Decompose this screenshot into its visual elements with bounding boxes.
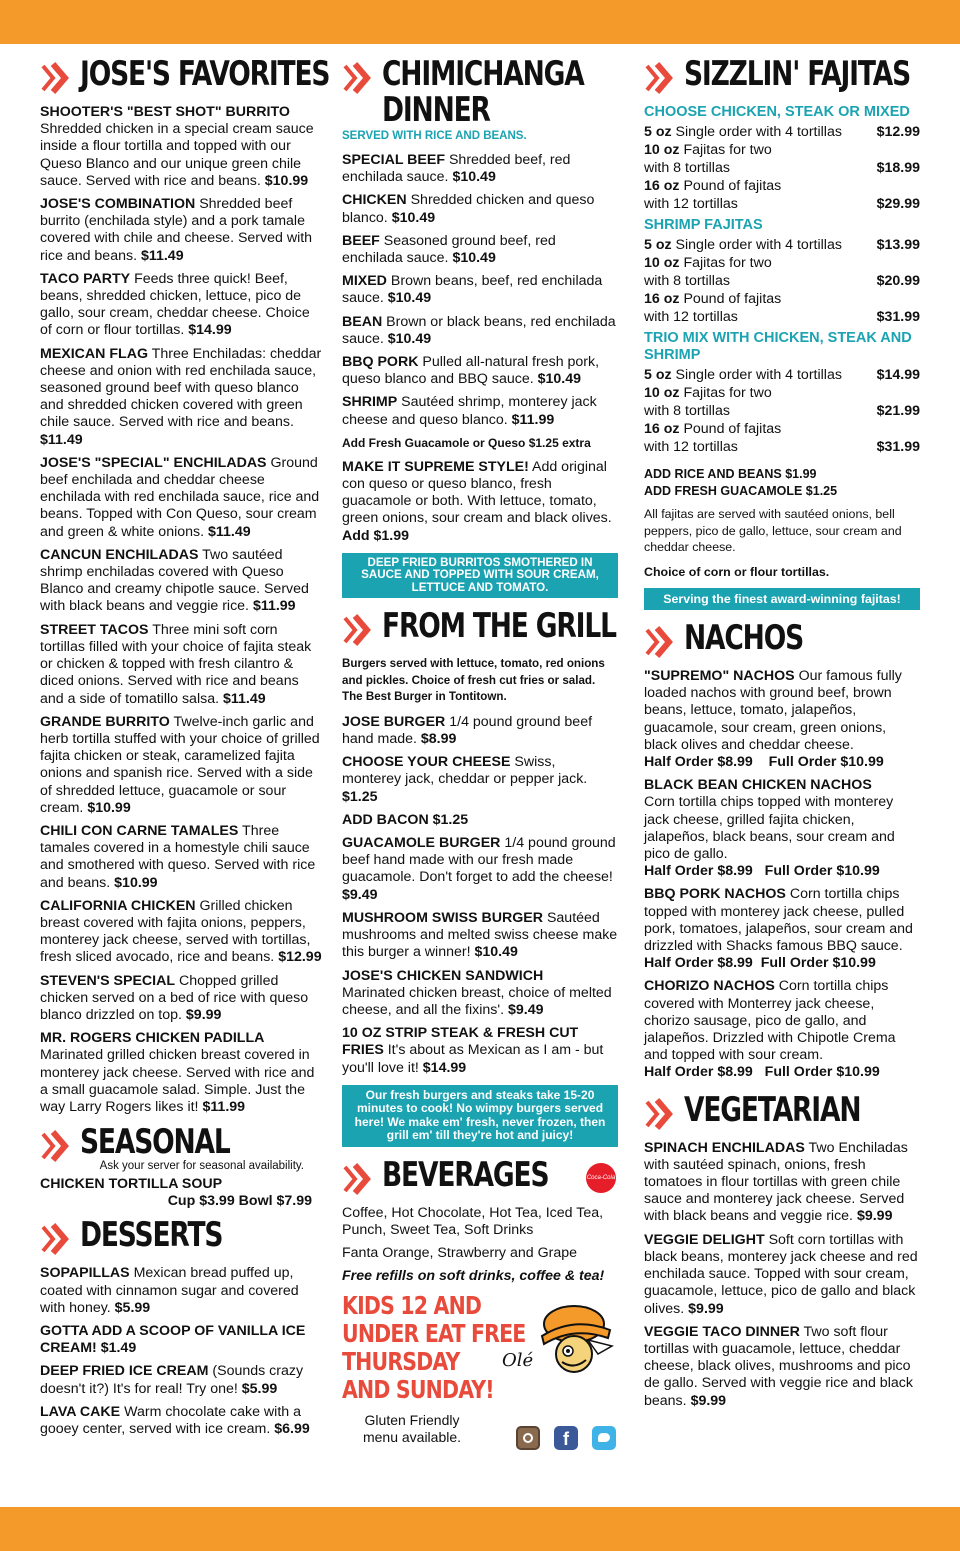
menu-item-description: Shredded chicken in a special cream sauce inside a flour tortilla and topped with our Queso Blanco and our unique green chile sauce. Served with rice and beans. — [40, 121, 314, 189]
fajita-row — [644, 366, 920, 384]
menu-item-description: Mexican bread puffed up, coated with cinnamon sugar and covered with honey. — [40, 1265, 299, 1316]
menu-item — [342, 192, 618, 226]
facebook-icon[interactable]: f — [554, 1426, 578, 1450]
menu-item — [644, 1140, 920, 1226]
menu-item-description: Shredded beef, red enchilada sauce. — [342, 152, 571, 186]
section-header-grill — [342, 608, 618, 650]
twitter-icon[interactable] — [592, 1426, 616, 1450]
menu-item-description: Corn tortilla chips covered with Monterrey jack cheese, chorizo sausage, pico de gallo, and jalapeños. Drizzled with Chipotle Crema and topped with sour cream. — [644, 978, 896, 1064]
menu-item-price: $9.49 — [507, 1001, 544, 1018]
fajita-size: 16 oz Pound of fajitas — [644, 421, 782, 437]
section-header-nachos — [644, 620, 920, 662]
section-title: CHIMICHANGA DINNER — [382, 54, 584, 130]
menu-item-name: STREET TACOS — [40, 621, 149, 638]
desserts-list — [40, 1265, 322, 1438]
menu-item-price: $14.99 — [188, 322, 232, 339]
fajita-row — [644, 402, 920, 420]
section-title: SIZZLIN' FAJITAS — [684, 54, 911, 94]
menu-item — [342, 394, 618, 428]
section-title: FROM THE GRILL — [382, 606, 616, 647]
menu-item-name: GOTTA ADD A SCOOP OF VANILLA ICE CREAM! — [40, 1322, 306, 1357]
chevron-right-icon — [342, 58, 376, 98]
fajita-price: $31.99 — [876, 439, 920, 455]
menu-item — [40, 547, 322, 616]
menu-item — [40, 1265, 322, 1317]
ole-text: Olé — [502, 1349, 534, 1371]
fajita-size: 16 oz Pound of fajitas — [644, 178, 782, 194]
fajita-row — [644, 308, 920, 326]
menu-item-description: It's about as Mexican as I am - but you'll love it! — [342, 1042, 604, 1076]
fajita-price: $12.99 — [876, 124, 920, 140]
menu-item-name: STEVEN'S SPECIAL — [40, 972, 176, 989]
section-title: NACHOS — [684, 618, 804, 658]
menu-item-description: Three mini soft corn tortillas filled with your choice of fajita steak or chicken & topped with fresh cilantro & diced onions. Served with rice and beans and a side of tomatillo salsa. — [40, 621, 312, 707]
menu-item — [644, 978, 920, 1081]
menu-item-name: SOPAPILLAS — [40, 1265, 130, 1282]
kids-eat-free-text: KIDS 12 AND UNDER EAT FREE THURSDAY AND SUNDAY! — [342, 1290, 526, 1404]
menu-item-description: Marinated chicken breast, choice of melted cheese, and all the fixins'. — [342, 984, 612, 1018]
menu-item-description: Warm chocolate cake with a gooey center, served with ice cream. — [40, 1403, 301, 1437]
supreme-item: MAKE IT SUPREME STYLE! Add original con queso or queso blanco, fresh guacamole or both. With lettuce, tomato, green onions, sour cream and black olives. Add $1.99 — [342, 458, 612, 544]
menu-item-price: $10.49 — [474, 944, 518, 961]
menu-item-name: VEGGIE DELIGHT — [644, 1231, 765, 1248]
menu-item-name: LAVA CAKE — [40, 1403, 121, 1420]
menu-item — [342, 314, 618, 348]
menu-item-price: Half Order $8.99 Full Order $10.99 — [644, 863, 880, 880]
menu-item-price: $5.99 — [114, 1299, 151, 1316]
chevron-right-icon — [644, 58, 678, 98]
fajita-size-detail: with 8 tortillas — [644, 403, 730, 419]
menu-item-price: $14.99 — [422, 1059, 467, 1076]
menu-item-price: $10.99 — [87, 799, 131, 816]
menu-item-name: BEAN — [342, 313, 383, 330]
menu-item-price: $10.99 — [114, 874, 158, 891]
menu-item-name: GRANDE BURRITO — [40, 713, 170, 730]
fajita-size: 10 oz Fajitas for two — [644, 142, 772, 158]
fajita-size: 5 oz Single order with 4 tortillas — [644, 124, 842, 140]
section-header-desserts — [40, 1217, 322, 1259]
fajita-row — [644, 384, 920, 402]
menu-item — [644, 886, 920, 972]
menu-item-price: $11.99 — [252, 598, 296, 615]
chevron-right-icon — [40, 58, 74, 98]
chevron-right-icon — [644, 622, 678, 662]
menu-item — [342, 968, 618, 1020]
menu-item-description: Corn tortilla chips topped with monterey jack cheese, grilled fajita chicken, jalapeños, black beans, sour cream and pico de gallo. — [644, 794, 895, 863]
menu-item-name: CHILI CON CARNE TAMALES — [40, 822, 239, 839]
menu-item-price: $1.25 — [432, 811, 469, 828]
menu-item-description: Three Enchiladas: cheddar cheese and onion with red enchilada sauce, seasoned ground beef with queso blanco and shredded chicken covered with green chile sauce. Served with rice and beans. — [40, 345, 322, 431]
fajita-row — [644, 236, 920, 254]
menu-item-description: Brown beans, beef, red enchilada sauce. — [342, 273, 603, 307]
menu-item — [40, 196, 322, 265]
fajita-addons: ADD RICE AND BEANS $1.99 ADD FRESH GUACAMOLE $1.25 — [644, 467, 838, 498]
menu-item-name: SHOOTER'S "BEST SHOT" BURRITO — [40, 104, 290, 120]
menu-item-name: "SUPREMO" NACHOS — [644, 668, 795, 684]
gluten-note: Gluten Friendly menu available. — [362, 1411, 462, 1445]
menu-item-name: GUACAMOLE BURGER — [342, 835, 501, 852]
chevron-right-icon — [40, 1126, 74, 1166]
section-header-beverages — [342, 1154, 618, 1199]
social-icons — [516, 1426, 616, 1450]
menu-item-name: BLACK BEAN CHICKEN NACHOS — [644, 777, 872, 794]
menu-item-name: JOSE BURGER — [342, 713, 446, 730]
menu-item — [644, 1232, 920, 1318]
menu-item-price: $11.49 — [222, 690, 266, 707]
fajita-size-detail: with 8 tortillas — [644, 160, 730, 176]
menu-item-price: $1.49 — [100, 1340, 137, 1357]
menu-item — [342, 910, 618, 962]
menu-item — [342, 152, 618, 186]
section-title: VEGETARIAN — [684, 1089, 861, 1130]
section-title: BEVERAGES — [382, 1154, 549, 1195]
menu-item-price: $11.49 — [140, 247, 184, 264]
fajita-row — [644, 272, 920, 290]
menu-item — [342, 354, 618, 388]
fajita-tortilla-choice: Choice of corn or flour tortillas. — [644, 564, 830, 579]
fajita-row — [644, 420, 920, 438]
menu-item-price: Half Order $8.99 Full Order $10.99 — [644, 754, 884, 771]
menu-item-description: Brown or black beans, red enchilada sauce. — [342, 313, 616, 347]
grill-note: Burgers served with lettuce, tomato, red onions and pickles. Choice of fresh cut fries or salad. The Best Burger in Tontitown. — [342, 657, 605, 704]
menu-item-name: 10 OZ STRIP STEAK & FRESH CUT FRIES — [342, 1025, 579, 1059]
section-header-vegetarian — [644, 1089, 920, 1134]
menu-item — [40, 898, 322, 967]
menu-item — [644, 777, 920, 880]
menu-item-description: Pulled all-natural fresh pork, queso blanco and BBQ sauce. — [342, 354, 600, 388]
menu-item-description: Corn tortilla chips topped with monterey jack cheese, pulled pork, tomatoes, jalapeños, sour cream and drizzled with Shacks famous BBQ sauce. — [644, 886, 913, 955]
chimichanga-extra: Add Fresh Guacamole or Queso $1.25 extra — [342, 435, 591, 450]
menu-item-description: Two sautéed shrimp enchiladas covered with Queso Blanco and creamy chipotle sauce. Served with black beans and veggie rice. — [40, 546, 309, 615]
vegetarian-list — [644, 1140, 920, 1410]
menu-item-name: CHICKEN — [342, 192, 407, 209]
menu-item-price: $9.49 — [342, 886, 378, 903]
fajita-price: $14.99 — [876, 367, 920, 383]
menu-item — [40, 1363, 322, 1397]
fajita-price: $20.99 — [876, 273, 920, 289]
menu-item-name: CHOOSE YOUR CHEESE — [342, 754, 511, 771]
section-header-fajitas — [644, 56, 920, 98]
beverages-line-1: Coffee, Hot Chocolate, Hot Tea, Iced Tea, Punch, Sweet Tea, Soft Drinks — [342, 1204, 604, 1238]
fajita-size-detail: with 12 tortillas — [644, 439, 738, 455]
menu-item-description: Ground beef enchilada and cheddar cheese enchilada with red enchilada sauce, rice and beans. Topped with Con Queso, sour cream and green & white onions. — [40, 454, 320, 540]
fajita-banner: Serving the finest award-winning fajitas! — [644, 588, 920, 611]
menu-item — [342, 754, 618, 806]
mascot-icon — [528, 1296, 618, 1382]
menu-item-price: $10.99 — [264, 172, 309, 189]
menu-item-price: $1.25 — [342, 788, 378, 805]
fajita-size: 10 oz Fajitas for two — [644, 255, 772, 271]
menu-item-price: $8.99 — [420, 731, 457, 748]
menu-item-price: $9.99 — [688, 1300, 724, 1317]
menu-item-price: $9.99 — [856, 1208, 893, 1225]
menu-item — [342, 714, 618, 748]
menu-item-price: Half Order $8.99 Full Order $10.99 — [644, 955, 876, 972]
menu-item-price: $11.99 — [511, 411, 555, 428]
fajita-size-detail: with 8 tortillas — [644, 273, 730, 289]
menu-item-name: MUSHROOM SWISS BURGER — [342, 909, 543, 926]
menu-item-name: CALIFORNIA CHICKEN — [40, 897, 196, 914]
menu-item-description: Sautéed shrimp, monterey jack cheese and queso blanco. — [342, 394, 597, 428]
section-title: SEASONAL — [80, 1122, 230, 1163]
menu-item-name: BEEF — [342, 232, 380, 249]
menu-item-price: $11.99 — [202, 1098, 246, 1115]
menu-item-price: $12.99 — [278, 949, 322, 966]
fajita-row — [644, 177, 920, 195]
section-title: DESSERTS — [80, 1215, 223, 1256]
menu-item — [342, 812, 618, 829]
fajita-price: $31.99 — [876, 309, 920, 325]
menu-item-description: Twelve-inch garlic and herb tortilla stuffed with your choice of grilled fajita chicken or steak, caramelized fajita onions and spanish rice. Served with a side of shredded lettuce, guacamole or sour cream. — [40, 713, 320, 816]
menu-item-price: $11.49 — [40, 431, 83, 448]
menu-item — [40, 714, 322, 817]
menu-item — [342, 835, 618, 904]
section-header-favorites — [40, 54, 330, 98]
menu-item-price: $5.99 — [241, 1380, 278, 1397]
fajita-price: $13.99 — [876, 237, 920, 253]
kids-promo — [342, 1292, 618, 1462]
chevron-right-icon — [40, 1219, 74, 1259]
menu-item-name: BBQ PORK NACHOS — [644, 886, 786, 903]
fajita-size: 5 oz Single order with 4 tortillas — [644, 367, 842, 383]
menu-item-name: MR. ROGERS CHICKEN PADILLA — [40, 1030, 265, 1047]
chimichanga-list — [342, 152, 618, 429]
chevron-right-icon — [342, 1159, 376, 1199]
fajita-size: 5 oz Single order with 4 tortillas — [644, 237, 842, 253]
menu-item-name: MEXICAN FLAG — [40, 345, 148, 362]
chimichanga-banner: DEEP FRIED BURRITOS SMOTHERED IN SAUCE AND TOPPED WITH SOUR CREAM, LETTUCE AND TOMATO. — [342, 553, 618, 599]
menu-item-price: $10.49 — [452, 250, 496, 267]
fajita-price: $21.99 — [876, 403, 920, 419]
fajita-row — [644, 141, 920, 159]
menu-item-description: Soft corn tortillas with black beans, monterey jack cheese and red enchilada sauce. Topped with sour cream, guacamole, lettuce, pico de gallo and black olives. — [644, 1231, 918, 1317]
fajita-note: All fajitas are served with sautéed onions, bell peppers, pico de gallo, lettuce, sour cream and cheddar cheese. — [644, 507, 902, 554]
menu-item-price: $9.99 — [185, 1006, 222, 1023]
bottom-orange-bar — [0, 1507, 960, 1551]
chevron-right-icon — [644, 1094, 678, 1134]
menu-item-name: TACO PARTY — [40, 270, 131, 287]
menu-item-price: $10.49 — [537, 371, 582, 388]
menu-item-price: Half Order $8.99 Full Order $10.99 — [644, 1064, 880, 1081]
menu-item-name: MIXED — [342, 273, 387, 290]
fajita-category: SHRIMP FAJITAS — [644, 217, 763, 233]
fajita-row — [644, 123, 920, 141]
top-orange-bar — [0, 0, 960, 44]
menu-item — [40, 455, 322, 541]
menu-item-description: Grilled chicken breast covered with fajita onions, peppers, monterey jack cheese, served with tortillas, fresh sliced avocado, rice and beans. — [40, 897, 311, 966]
menu-item-name: VEGGIE TACO DINNER — [644, 1323, 800, 1340]
menu-item-description: Swiss, monterey jack, cheddar or pepper jack. — [342, 754, 588, 788]
menu-item-price: $11.49 — [208, 523, 251, 540]
fajita-size-detail: with 12 tortillas — [644, 309, 738, 325]
chimichanga-subtitle: SERVED WITH RICE AND BEANS. — [342, 130, 527, 142]
fajita-size: 16 oz Pound of fajitas — [644, 291, 782, 307]
menu-item — [644, 668, 920, 771]
menu-item-description: Shredded beef burrito (enchilada style) and a pork tamale covered with chile and cheese. Served with rice and beans. — [40, 196, 313, 264]
seasonal-note: Ask your server for seasonal availability. — [99, 1160, 304, 1173]
menu-item-price: $10.49 — [391, 209, 436, 226]
seasonal-item: CHICKEN TORTILLA SOUP — [40, 1176, 223, 1193]
menu-item-description: Chopped grilled chicken served on a bed of rice with queso blanco drizzled on top. — [40, 972, 309, 1023]
grill-list — [342, 714, 618, 1077]
menu-item-description: Two soft flour tortillas with guacamole, lettuce, cheddar cheese, black olives, mushrooms and pico de gallo. Served with veggie rice and black beans. — [644, 1323, 913, 1409]
fajita-row — [644, 290, 920, 308]
grill-banner: Our fresh burgers and steaks take 15-20 minutes to cook! No wimpy burgers served here! We make em' fresh, never frozen, then grill em' till they're hot and juicy! — [342, 1085, 618, 1147]
menu-item — [40, 1404, 322, 1438]
menu-item-name: DEEP FRIED ICE CREAM — [40, 1363, 209, 1380]
seasonal-prices: Cup $3.99 Bowl $7.99 — [167, 1193, 312, 1210]
menu-item — [40, 104, 322, 190]
section-title: JOSE'S FAVORITES — [80, 54, 330, 94]
menu-item — [40, 973, 322, 1025]
menu-item-description: 1/4 pound ground beef hand made. — [342, 713, 593, 748]
menu-item-name: SHRIMP — [342, 394, 398, 411]
free-refills: Free refills on soft drinks, coffee & tea! — [342, 1268, 605, 1285]
menu-item-description: Our famous fully loaded nachos with ground beef, brown beans, lettuce, tomato, jalapeños, guacamole, sour cream, green onions, black olives and cheddar cheese. — [644, 668, 902, 753]
menu-item-description: Three tamales covered in a homestyle chili sauce and smothered with queso. Served with rice and beans. — [40, 822, 316, 891]
menu-item-description: Shredded chicken and queso blanco. — [342, 192, 595, 226]
menu-item-name: SPECIAL BEEF — [342, 152, 446, 168]
menu-item-description: Marinated grilled chicken breast covered in monterey jack cheese. Served with rice and a small guacamole salad. Simple. Just the way Larry Rogers likes it! — [40, 1047, 315, 1115]
menu-item — [342, 1025, 618, 1077]
menu-item-name: CHORIZO NACHOS — [644, 978, 775, 995]
column-right — [644, 56, 920, 1416]
menu-item-name: SPINACH ENCHILADAS — [644, 1139, 805, 1156]
fajita-row — [644, 195, 920, 213]
menu-item — [40, 1030, 322, 1116]
menu-item-price: $6.99 — [274, 1421, 310, 1437]
menu-item — [40, 271, 322, 340]
menu-item-name: BBQ PORK — [342, 354, 419, 371]
menu-item-name: CANCUN ENCHILADAS — [40, 546, 199, 563]
coca-cola-logo: Coca-Cola — [586, 1163, 616, 1193]
menu-item-description: 1/4 pound ground beef hand made with our fresh made guacamole. Don't forget to add the cheese! — [342, 835, 616, 886]
favorites-list — [40, 104, 322, 1116]
nachos-list — [644, 668, 920, 1082]
menu-item-description: Sautéed mushrooms and melted swiss cheese make this burger a winner! — [342, 909, 618, 961]
instagram-icon[interactable] — [516, 1426, 540, 1450]
menu-item — [40, 823, 322, 892]
menu-item-description: Two Enchiladas with sautéed spinach, onions, fresh tomatoes in flour tortillas with green chile sauce and monterey jack cheese. Served with black beans and veggie rice. — [644, 1139, 908, 1225]
menu-item-description: Seasoned ground beef, red enchilada sauce. — [342, 232, 556, 267]
fajita-row — [644, 159, 920, 177]
menu-item-price: $10.49 — [387, 290, 432, 307]
fajita-groups — [644, 104, 920, 456]
fajita-row — [644, 438, 920, 456]
fajita-category: CHOOSE CHICKEN, STEAK OR MIXED — [644, 104, 910, 120]
menu-item — [40, 346, 322, 449]
menu-item — [40, 1323, 322, 1357]
fajita-size: 10 oz Fajitas for two — [644, 385, 772, 401]
beverages-line-2: Fanta Orange, Strawberry and Grape — [342, 1245, 578, 1262]
menu-item — [342, 273, 618, 307]
menu-item-name: ADD BACON — [342, 811, 429, 828]
column-middle — [342, 56, 618, 1462]
chevron-right-icon — [342, 610, 376, 650]
menu-item-price: $10.49 — [452, 169, 496, 186]
menu-item-name: JOSE'S CHICKEN SANDWICH — [342, 967, 544, 984]
menu-item — [644, 1324, 920, 1410]
menu-item — [342, 233, 618, 267]
column-left — [40, 54, 330, 1444]
fajita-price: $18.99 — [876, 160, 920, 176]
section-header-chimichanga — [342, 56, 618, 128]
menu-item — [40, 622, 322, 708]
fajita-price: $29.99 — [876, 196, 920, 212]
menu-item-name: JOSE'S COMBINATION — [40, 196, 196, 213]
menu-item-name: JOSE'S "SPECIAL" ENCHILADAS — [40, 454, 267, 471]
menu-item-price: $9.99 — [690, 1392, 727, 1409]
fajita-size-detail: with 12 tortillas — [644, 196, 738, 212]
menu-item-description: Feeds three quick! Beef, beans, shredded chicken, lettuce, pico de gallo, sour cream, cheddar cheese. Choice of corn or flour tortillas. — [40, 270, 310, 339]
menu-item-price: $10.49 — [387, 330, 432, 347]
fajita-row — [644, 254, 920, 272]
fajita-category: TRIO MIX WITH CHICKEN, STEAK AND SHRIMP — [644, 330, 912, 363]
menu-item-description: (Sounds crazy doesn't it?) It's for real! Try one! — [40, 1363, 304, 1397]
